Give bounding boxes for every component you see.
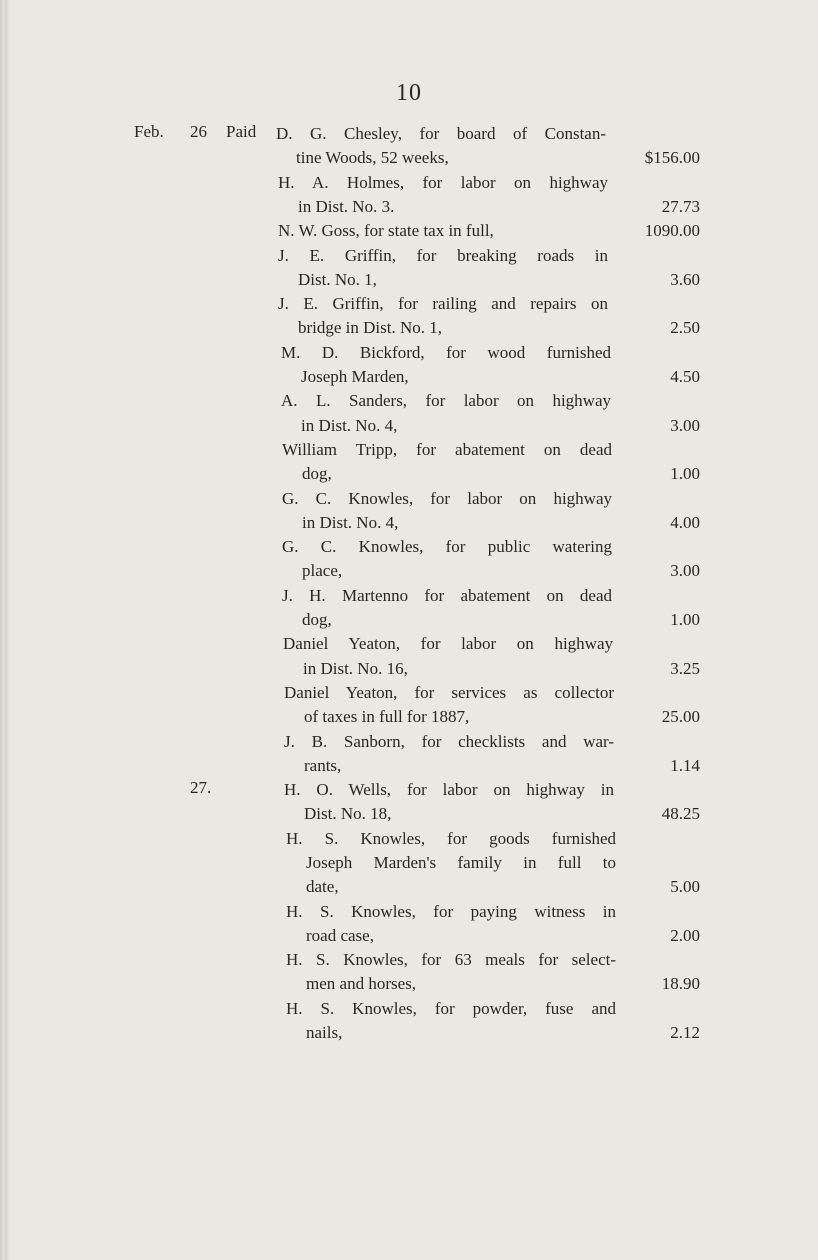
entry-line: [286, 924, 700, 948]
entry-text: J. E. Griffin, for railing and repairs on: [278, 294, 608, 314]
entry-amount: 4.50: [670, 366, 700, 386]
ledger-entry: [286, 997, 700, 1046]
entry-line: [282, 462, 700, 486]
entry-text: in Dist. No. 16,: [303, 658, 408, 678]
entry-amount: 3.25: [670, 658, 700, 678]
page-number: 10: [396, 80, 422, 106]
entry-amount: 4.00: [670, 512, 700, 532]
entry-line: [284, 802, 700, 826]
entry-amount: 1.00: [670, 464, 700, 484]
entry-text: Joseph Marden,: [301, 366, 409, 386]
entry-text: M. D. Bickford, for wood furnished: [281, 342, 611, 362]
ledger-entry: [278, 171, 700, 220]
entry-line: [278, 219, 700, 243]
entry-line: [276, 122, 700, 146]
entry-line: [278, 195, 700, 219]
entry-text: of taxes in full for 1887,: [304, 707, 470, 727]
entry-text: A. L. Sanders, for labor on highway: [281, 391, 611, 411]
entry-amount: 3.00: [670, 561, 700, 581]
entry-amount: 27.73: [661, 196, 700, 216]
entry-text: J. B. Sanborn, for checklists and war-: [284, 731, 614, 751]
entry-line: [276, 146, 700, 170]
entry-line: [278, 316, 700, 340]
ledger-entry: [278, 292, 700, 341]
date-day-27: 27.: [190, 778, 212, 797]
entry-text: G. C. Knowles, for labor on highway: [282, 488, 612, 508]
ledger-entry: [284, 681, 700, 730]
entry-amount: 1.00: [670, 609, 700, 629]
entry-text: Dist. No. 1,: [298, 269, 377, 289]
entry-line: [282, 608, 700, 632]
entry-text: date,: [306, 877, 339, 897]
entry-text: G. C. Knowles, for public watering: [282, 537, 612, 557]
entry-text: H. S. Knowles, for powder, fuse and: [286, 998, 616, 1018]
ledger-entry: [284, 778, 700, 827]
entry-text: in Dist. No. 4,: [301, 415, 398, 435]
entry-text: William Tripp, for abatement on dead: [282, 439, 612, 459]
entry-text: in Dist. No. 4,: [302, 512, 399, 532]
ledger-entry: [282, 584, 700, 633]
ledger-entry: [278, 244, 700, 293]
ledger-entry: [282, 487, 700, 536]
entry-text: Daniel Yeaton, for labor on highway: [283, 634, 613, 654]
entry-line: [281, 389, 700, 413]
entry-text: tine Woods, 52 weeks,: [296, 148, 449, 168]
entry-line: [278, 268, 700, 292]
entry-line: [284, 705, 700, 729]
entry-amount: 2.50: [670, 318, 700, 338]
ledger-entry: [286, 827, 700, 900]
entry-line: [284, 778, 700, 802]
entry-line: [286, 900, 700, 924]
entry-line: [281, 341, 700, 365]
ledger-entry: [284, 730, 700, 779]
entry-amount: 25.00: [661, 707, 700, 727]
entry-text: Daniel Yeaton, for services as collector: [284, 682, 614, 702]
entry-amount: $156.00: [644, 148, 700, 168]
date-month: Feb.: [134, 122, 164, 141]
entry-line: [282, 584, 700, 608]
entry-line: [278, 244, 700, 268]
entry-line: [286, 827, 700, 851]
entry-line: [286, 1021, 700, 1045]
entry-line: [286, 851, 700, 875]
entry-text: in Dist. No. 3.: [298, 196, 395, 216]
entry-amount: 5.00: [670, 877, 700, 897]
ledger-entry: [286, 900, 700, 949]
paid-label: Paid: [226, 122, 257, 141]
date-day-26: 26: [190, 122, 207, 141]
entry-text: dog,: [302, 464, 332, 484]
entry-text: H. S. Knowles, for 63 meals for select-: [286, 950, 616, 970]
entry-amount: 3.00: [670, 415, 700, 435]
ledger-entry: [281, 341, 700, 390]
entry-line: [282, 535, 700, 559]
entry-amount: 48.25: [661, 804, 700, 824]
entry-line: [284, 730, 700, 754]
entry-text: J. E. Griffin, for breaking roads in: [278, 245, 608, 265]
entry-line: [283, 657, 700, 681]
entry-line: [286, 948, 700, 972]
entry-text: bridge in Dist. No. 1,: [298, 318, 443, 338]
ledger-entry: [276, 122, 700, 171]
ledger-entry: [282, 535, 700, 584]
entry-amount: 1090.00: [644, 221, 700, 241]
ledger-entry: [278, 219, 700, 243]
entry-line: [282, 487, 700, 511]
entry-text: H. A. Holmes, for labor on highway: [278, 172, 608, 192]
entry-text: Dist. No. 18,: [304, 804, 392, 824]
ledger-entry: [283, 632, 700, 681]
entry-line: [278, 292, 700, 316]
entry-text: H. S. Knowles, for paying witness in: [286, 901, 616, 921]
ledger-entry: [282, 438, 700, 487]
entry-text: rants,: [304, 755, 342, 775]
entry-line: [281, 414, 700, 438]
entry-line: [286, 997, 700, 1021]
entry-line: [286, 972, 700, 996]
entry-amount: 1.14: [670, 755, 700, 775]
entry-text: place,: [302, 561, 343, 581]
entry-text: N. W. Goss, for state tax in full,: [278, 221, 494, 241]
entry-line: [278, 171, 700, 195]
entry-text: H. O. Wells, for labor on highway in: [284, 780, 614, 800]
entry-amount: 2.00: [670, 925, 700, 945]
entry-line: [282, 559, 700, 583]
ledger-entry: [281, 389, 700, 438]
page-binding-edge: [0, 0, 14, 1260]
entry-line: [286, 875, 700, 899]
entry-text: nails,: [306, 1023, 343, 1043]
entry-line: [282, 511, 700, 535]
entry-text: Joseph Marden's family in full to: [306, 852, 616, 872]
entry-text: men and horses,: [306, 974, 417, 994]
entry-text: road case,: [306, 925, 374, 945]
ledger-entry: [286, 948, 700, 997]
entry-line: [283, 632, 700, 656]
entry-text: J. H. Martenno for abatement on dead: [282, 585, 612, 605]
entry-line: [284, 681, 700, 705]
entry-amount: 18.90: [661, 974, 700, 994]
entry-line: [284, 754, 700, 778]
entry-line: [282, 438, 700, 462]
entry-text: H. S. Knowles, for goods furnished: [286, 828, 616, 848]
entry-amount: 3.60: [670, 269, 700, 289]
entry-text: D. G. Chesley, for board of Constan-: [276, 124, 606, 143]
entry-line: [281, 365, 700, 389]
entry-amount: 2.12: [670, 1023, 700, 1043]
entry-text: dog,: [302, 609, 332, 629]
